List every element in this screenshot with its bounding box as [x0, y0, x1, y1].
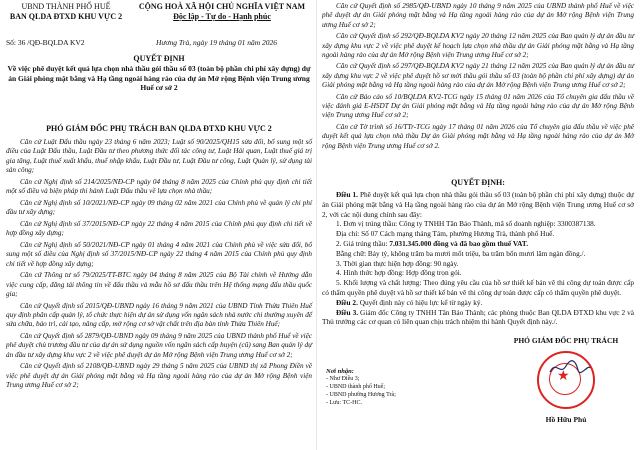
item-address: Địa chỉ: Số 07 Cách mạng tháng Tám, phường Hương Trà, thành phố Huế.: [336, 229, 555, 239]
recipient-item: - UBND phường Hương Trà;: [326, 392, 396, 398]
legal-basis: Căn cứ Quyết định số 2108/QĐ-UBND ngày 29 tháng 5 năm 2025 của UBND thị xã Phong Điền về việc phê duyệt dự án Giải phóng mặt bằng và Hạ tầng ngoài hàng rào của dự án Mở rộng Bệnh viện Trung ương Huế cơ sở 2;: [6, 362, 312, 390]
decision-heading: QUYẾT ĐỊNH:: [451, 178, 505, 187]
nation-block: [132, 2, 312, 22]
legal-basis: Căn cứ Tờ trình số 16/TTr-TCG ngày 17 tháng 01 năm 2026 của Tổ chuyên gia đấu thầu về việc phê duyệt kết quả lựa chọn nhà thầu Dự án Giải phóng mặt bằng và Hạ tầng ngoài hàng rào của dự án Mở rộng Bệnh viện Trung ương Huế cơ sở 2.: [322, 122, 634, 150]
item-quality: 5. Khối lượng và chất lượng: Theo đúng yêu cầu của hồ sơ thiết kế bản vẽ thi công dự toán được cấp có thẩm quyền phê duyệt và hồ sơ thiết kế bản vẽ thi công dự toán được cấp có thẩm quyền phê duyệt.: [322, 278, 634, 297]
signer-name: Hồ Hữu Phú: [545, 415, 587, 424]
legal-basis: Căn cứ Nghị định số 37/2015/NĐ-CP ngày 22 tháng 4 năm 2015 của Chính phủ quy định chi tiết về hợp đồng xây dựng;: [6, 219, 312, 238]
signature-title: PHÓ GIÁM ĐỐC PHỤ TRÁCH: [513, 336, 619, 345]
document-subject: Về việc phê duyệt kết quả lựa chọn nhà thầu gói thầu số 03 (toàn bộ phần chi phí xây dựng) dự án Giải phóng mặt bằng và Hạ tầng ngoài hàng rào của dự án Mở rộng Bệnh viện Trung ương Huế cơ sở 2: [7, 64, 311, 92]
item-contract-type: 4. Hình thức hợp đồng: Hợp đồng trọn gói.: [336, 268, 462, 278]
article-3-label: Điều 3.: [336, 307, 359, 317]
legal-basis: Căn cứ Nghị định số 50/2021/NĐ-CP ngày 01 tháng 4 năm 2021 của Chính phủ về việc sửa đổi, bổ sung một số điều của Nghị định số 37/2015/NĐ-CP ngày 22 tháng 4 năm 2015 của Chính phủ quy định chi tiết về hợp đồng xây dựng;: [6, 240, 312, 268]
authority-heading: PHÓ GIÁM ĐỐC PHỤ TRÁCH BAN QLDA ĐTXD KHU VỰC 2: [46, 124, 272, 133]
stamp-star-icon: ★: [557, 369, 570, 384]
article-1: [322, 190, 634, 219]
signature-block: [498, 336, 634, 424]
article-1-tail: với các nội dung chính sau đây:: [329, 209, 422, 219]
article-2-label: Điều 2.: [336, 297, 358, 307]
legal-basis: Căn cứ Quyết định số 2879/QĐ-UBND ngày 09 tháng 9 năm 2025 của UBND thành phố Huế về việc phê duyệt chủ trương đầu tư của dự án sử dụng nguồn vốn ngân sách cấp huyện (cũ) sang Ban quản lý dự án đầu tư xây dựng khu vực 2 về việc phê duyệt dự án Mở rộng Bệnh viện Trung ương Huế cơ sở 2;: [6, 332, 312, 359]
legal-basis: Căn cứ Quyết định số 297/QĐ-BQLDA KV2 ngày 21 tháng 12 năm 2025 của Ban quản lý dự án đầu tư xây dựng khu vực 2 về việc phê duyệt hồ sơ mời thầu gói thầu số 03 (toàn bộ phần chi phí xây dựng) dự án Giải phóng mặt bằng và Hạ tầng ngoài hàng rào của dự án Mở rộng Bệnh viện Trung ương Huế cơ sở 2;: [322, 62, 634, 90]
article-3: [322, 308, 634, 328]
article-2-text: Quyết định này có hiệu lực kể từ ngày ký.: [359, 297, 483, 307]
legal-basis: Căn cứ Luật Đấu thầu ngày 23 tháng 6 năm 2023; Luật số 90/2025/QH15 sửa đổi, bổ sung một số điều của Luật Đấu thầu, Luật Đầu tư theo phương thức đối tác công tư, Luật Hải quan, Luật thuế giá trị gia tăng, Luật thuế xuất khẩu, thuế nhập khẩu, Luật Đầu tư, Luật Đầu tư công, Luật Quản lý, sử dụng tài sản công;: [6, 138, 312, 175]
org-block: [6, 2, 126, 22]
item-price-label: 2. Giá trúng thầu:: [336, 238, 388, 248]
legal-bases-right: [322, 2, 634, 153]
article-1-text: Phê duyệt kết quả lựa chọn nhà thầu gói thầu số 03 (toàn bộ phần chi phí xây dựng) thuộc dự án Giải phóng mặt bằng và Hạ tầng ngoài hàng rào của dự án Mở rộng Bệnh viện Trung ương Huế cơ sở 2,: [322, 190, 634, 219]
recipient-item: - Lưu: TC-HC.: [326, 400, 362, 406]
title-block: [6, 54, 312, 93]
left-column: [6, 0, 312, 390]
page-divider: [316, 0, 317, 450]
legal-basis: Căn cứ Thông tư số 79/2025/TT-BTC ngày 04 tháng 8 năm 2025 của Bộ Tài chính về Hướng dẫn việc cung cấp, đăng tải thông tin về đấu thầu và mẫu hồ sơ đấu thầu trên Hệ thống mạng đấu thầu quốc gia;: [6, 271, 312, 299]
recipients-title: Nơi nhận:: [326, 368, 354, 375]
legal-basis: Căn cứ Quyết định số 2015/QĐ-UBND ngày 16 tháng 9 năm 2021 của UBND Tỉnh Thừa Thiên Huế quy định phân cấp quản lý, tổ chức thực hiện dự án sử dụng vốn ngân sách nhà nước chi thường xuyên để sửa chữa, bảo trì, cải tạo, nâng cấp, mở rộng cơ sở vật chất trên địa bàn tỉnh Thừa Thiên Huế;: [6, 301, 312, 329]
legal-basis: Căn cứ Nghị định số 10/2021/NĐ-CP ngày 09 tháng 02 năm 2021 của Chính phủ về quản lý chi phí đầu tư xây dựng;: [6, 198, 312, 217]
handwritten-signature: [548, 358, 592, 378]
legal-basis: Căn cứ Nghị định số 214/2025/NĐ-CP ngày 04 tháng 8 năm 2025 của Chính phủ quy định chi tiết một số điều và biện pháp thi hành Luật Đấu thầu về lựa chọn nhà thầu;: [6, 177, 312, 196]
document-title: QUYẾT ĐỊNH: [133, 54, 185, 63]
org-line1: UBND THÀNH PHỐ HUẾ: [21, 2, 111, 11]
nation-line1: CỘNG HOÀ XÃ HỘI CHỦ NGHĨA VIỆT NAM: [138, 2, 306, 11]
org-line2: BAN QLDA ĐTXD KHU VỰC 2: [9, 12, 123, 21]
legal-basis: Căn cứ Quyết định số 2985/QĐ-UBND ngày 10 tháng 9 năm 2025 của UBND thành phố Huế về việc phê duyệt dự án Giải phóng mặt bằng và Hạ tầng ngoài hàng rào của dự án Mở rộng Bệnh viện Trung ương Huế cơ sở 2;: [322, 2, 634, 29]
item-contractor: 1. Đơn vị trúng thầu: Công ty TNHH Tân Bảo Thành, mã số doanh nghiệp: 3300387138.: [336, 219, 596, 229]
articles: [322, 190, 634, 327]
article-3-text: Giám đốc Công ty TNHH Tân Bảo Thành; các phòng thuộc Ban QLDA ĐTXD khu vực 2 và Thủ trưởng các cơ quan có liên quan chịu trách nhiệm thi hành Quyết định này./.: [322, 307, 634, 327]
legal-bases-left: [6, 138, 312, 393]
recipients-block: [326, 368, 446, 407]
item-duration: 3. Thời gian thực hiện hợp đồng: 90 ngày.: [336, 258, 459, 268]
document-number: Số: 36 /QĐ-BQLDA KV2: [6, 38, 85, 47]
article-2: [322, 298, 634, 308]
legal-basis: Căn cứ Báo cáo số 10/BQLDA KV2-TCG ngày 15 tháng 01 năm 2026 của Tổ chuyên gia đấu thầu về việc đánh giá E-HSDT Dự án Giải phóng mặt bằng và Hạ tầng ngoài hàng rào của dự án Mở rộng Bệnh viện Trung ương Huế cơ sở 2;: [322, 92, 634, 120]
document-header: [6, 0, 312, 36]
place-date: Hương Trà, ngày 19 tháng 01 năm 2026: [156, 38, 278, 47]
item-price: [322, 239, 634, 249]
article-1-label: Điều 1.: [336, 190, 359, 199]
recipient-item: - UBND thành phố Huế;: [326, 384, 385, 390]
legal-basis: Căn cứ Quyết định số 292/QĐ-BQLDA KV2 ngày 20 tháng 12 năm 2025 của Ban quản lý dự án đầu tư xây dựng khu vực 2 về việc phê duyệt kế hoạch lựa chọn nhà thầu dự án Giải phóng mặt bằng và Hạ tầng ngoài hàng rào của dự án Mở rộng Bệnh viện Trung ương Huế cơ sở 2;: [322, 32, 634, 60]
recipient-item: - Như Điều 3;: [326, 376, 360, 382]
item-price-words: Bằng chữ: Bảy tỷ, không trăm ba mươi mốt triệu, ba trăm bốn mươi lăm ngàn đồng./.: [336, 248, 586, 258]
item-price-value: 7.031.345.000 đồng và đã bao gồm thuế VAT.: [389, 238, 529, 248]
nation-line2: Độc lập - Tự do - Hạnh phúc: [173, 12, 271, 21]
